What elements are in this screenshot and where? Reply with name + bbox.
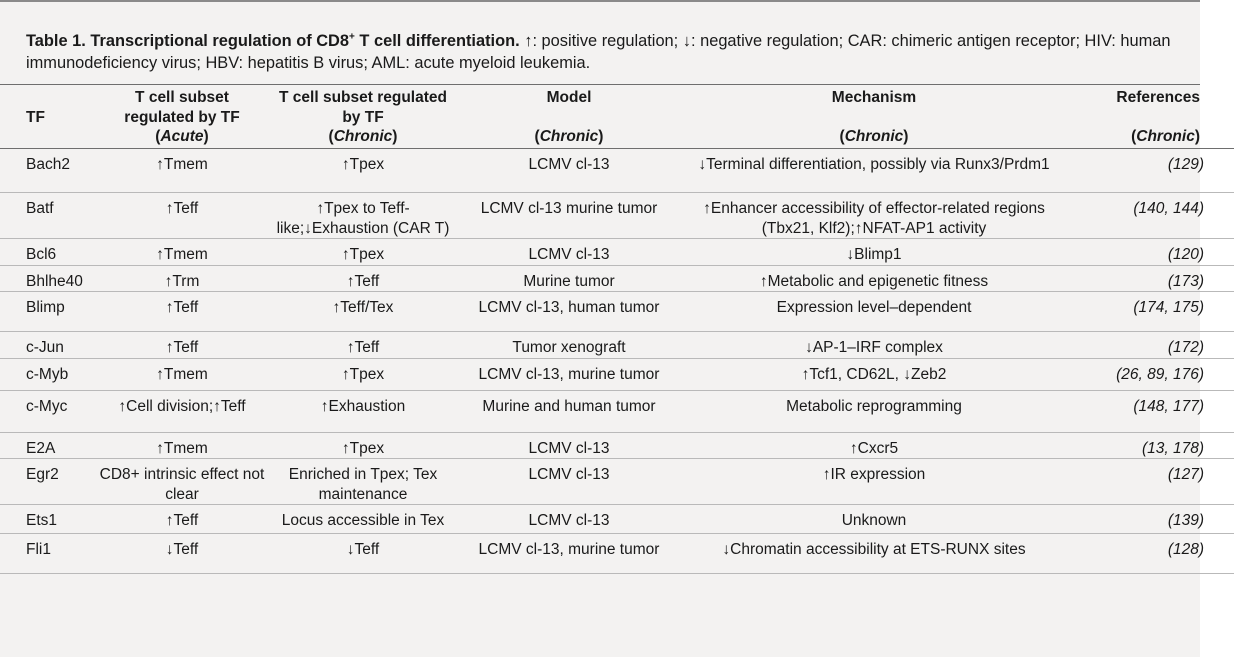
- cell-model: LCMV cl-13, human tumor: [478, 299, 660, 316]
- table-row: [0, 358, 1234, 390]
- cell-acute: ↑Teff: [165, 299, 199, 316]
- header-mechanism: Mechanism (Chronic): [831, 89, 917, 145]
- cell-chronic: ↑Teff: [346, 339, 380, 356]
- caption-title-end: T cell differentiation.: [354, 32, 520, 50]
- cell-tf: Bcl6: [26, 246, 57, 263]
- header-acute: T cell subset regulated by TF (Acute): [124, 89, 240, 145]
- cell-mechanism: ↑Enhancer accessibility of effector-related regions (Tbx21, Klf2);↑NFAT-AP1 activity: [703, 200, 1045, 237]
- cell-chronic: Locus accessible in Tex: [281, 512, 445, 529]
- caption-title: [26, 32, 520, 50]
- cell-chronic: Enriched in Tpex; Tex maintenance: [288, 466, 438, 503]
- cell-acute: CD8+ intrinsic effect not clear: [99, 466, 265, 503]
- header-chronic: T cell subset regulated by TF (Chronic): [279, 89, 447, 145]
- cell-references: (139): [1167, 512, 1204, 529]
- cell-model: LCMV cl-13: [528, 246, 610, 263]
- cell-mechanism: ↓Blimp1: [846, 246, 902, 263]
- cell-tf: Batf: [26, 200, 54, 217]
- table-row: [0, 390, 1234, 432]
- cell-mechanism: ↑Tcf1, CD62L, ↓Zeb2: [801, 365, 947, 383]
- cell-chronic: ↓Teff: [346, 541, 380, 558]
- cell-model: LCMV cl-13: [528, 466, 610, 483]
- cell-model: LCMV cl-13, murine tumor: [478, 365, 660, 383]
- cell-references: (127): [1167, 466, 1204, 483]
- cell-mechanism: ↓Chromatin accessibility at ETS-RUNX sites: [722, 541, 1026, 558]
- caption-title-sup: +: [349, 31, 355, 43]
- caption-title-main: Table 1. Transcriptional regulation of CD8: [26, 32, 350, 50]
- table-row: [0, 292, 1234, 332]
- cell-tf: Ets1: [26, 512, 58, 529]
- cell-chronic: ↑Tpex: [341, 156, 385, 173]
- cell-references: (26, 89, 176): [1116, 365, 1204, 383]
- cell-tf: Blimp: [26, 299, 65, 316]
- cell-mechanism: ↓AP-1–IRF complex: [805, 339, 943, 356]
- cell-model: Tumor xenograft: [512, 339, 626, 356]
- cell-references: (173): [1167, 272, 1204, 290]
- regulation-table: [0, 85, 1234, 574]
- cell-tf: c-Jun: [26, 339, 64, 356]
- cell-references: (148, 177): [1133, 397, 1204, 415]
- table-row: [0, 505, 1234, 534]
- cell-mechanism: ↑IR expression: [822, 466, 926, 483]
- cell-model: LCMV cl-13: [528, 156, 610, 173]
- cell-references: (13, 178): [1141, 439, 1204, 457]
- table-row: [0, 332, 1234, 359]
- table-row: [0, 193, 1234, 239]
- cell-chronic: ↑Tpex: [341, 365, 385, 383]
- cell-acute: ↑Teff: [165, 339, 199, 356]
- cell-mechanism: ↑Metabolic and epigenetic fitness: [759, 272, 989, 290]
- cell-chronic: ↑Exhaustion: [320, 397, 406, 415]
- header-tf: TF: [26, 108, 45, 126]
- cell-tf: Fli1: [26, 541, 51, 558]
- table-row: [0, 459, 1234, 505]
- cell-tf: Egr2: [26, 466, 59, 483]
- cell-mechanism: Metabolic reprogramming: [786, 397, 962, 415]
- cell-acute: ↑Tmem: [156, 246, 208, 263]
- cell-references: (120): [1167, 246, 1204, 263]
- cell-mechanism: ↓Terminal differentiation, possibly via Runx3/Prdm1: [698, 156, 1050, 173]
- cell-acute: ↑Trm: [164, 272, 200, 290]
- cell-acute: ↑Teff: [165, 200, 199, 217]
- cell-acute: ↓Teff: [165, 541, 199, 558]
- header-references: References (Chronic): [1116, 89, 1200, 145]
- cell-acute: ↑Tmem: [156, 156, 208, 173]
- cell-chronic: ↑Teff: [346, 272, 380, 290]
- cell-model: LCMV cl-13: [528, 512, 610, 529]
- cell-references: (140, 144): [1133, 200, 1204, 217]
- table-row: [0, 534, 1234, 574]
- cell-mechanism: Expression level–dependent: [776, 299, 972, 316]
- cell-references: (174, 175): [1133, 299, 1204, 316]
- cell-references: (128): [1167, 541, 1204, 558]
- cell-tf: Bach2: [26, 156, 70, 173]
- cell-model: LCMV cl-13: [528, 439, 610, 457]
- cell-chronic: ↑Tpex: [341, 246, 385, 263]
- cell-model: LCMV cl-13 murine tumor: [480, 200, 658, 217]
- header-model: Model (Chronic): [534, 89, 604, 145]
- cell-tf: c-Myb: [26, 365, 69, 383]
- cell-tf: E2A: [26, 439, 56, 457]
- cell-tf: Bhlhe40: [26, 272, 83, 290]
- cell-model: Murine tumor: [523, 272, 615, 290]
- header-row: [0, 85, 1234, 149]
- cell-chronic: ↑Teff/Tex: [332, 299, 394, 316]
- cell-model: Murine and human tumor: [482, 397, 656, 415]
- cell-model: LCMV cl-13, murine tumor: [478, 541, 660, 558]
- cell-mechanism: Unknown: [841, 512, 907, 529]
- table-row: [0, 265, 1234, 292]
- table-row: [0, 239, 1234, 266]
- cell-acute: ↑Cell division;↑Teff: [118, 397, 246, 415]
- cell-tf: c-Myc: [26, 397, 68, 415]
- table-caption: [0, 2, 1200, 84]
- cell-chronic: ↑Tpex to Teff-like;↓Exhaustion (CAR T): [276, 200, 450, 237]
- cell-acute: ↑Tmem: [156, 365, 208, 383]
- table-body: [0, 149, 1234, 574]
- cell-acute: ↑Tmem: [156, 439, 208, 457]
- cell-mechanism: ↑Cxcr5: [849, 439, 899, 457]
- cell-acute: ↑Teff: [165, 512, 199, 529]
- table-row: [0, 432, 1234, 459]
- cell-references: (129): [1167, 156, 1204, 173]
- caption-text: ↑: positive regulation; ↓: negative regulation; CAR: chimeric antigen receptor; HIV: human immunodeficiency virus; HBV: hepatitis B virus; AML: acute myeloid leukemia.: [26, 32, 1171, 72]
- cell-chronic: ↑Tpex: [341, 439, 385, 457]
- cell-references: (172): [1167, 339, 1204, 356]
- table-row: [0, 149, 1234, 193]
